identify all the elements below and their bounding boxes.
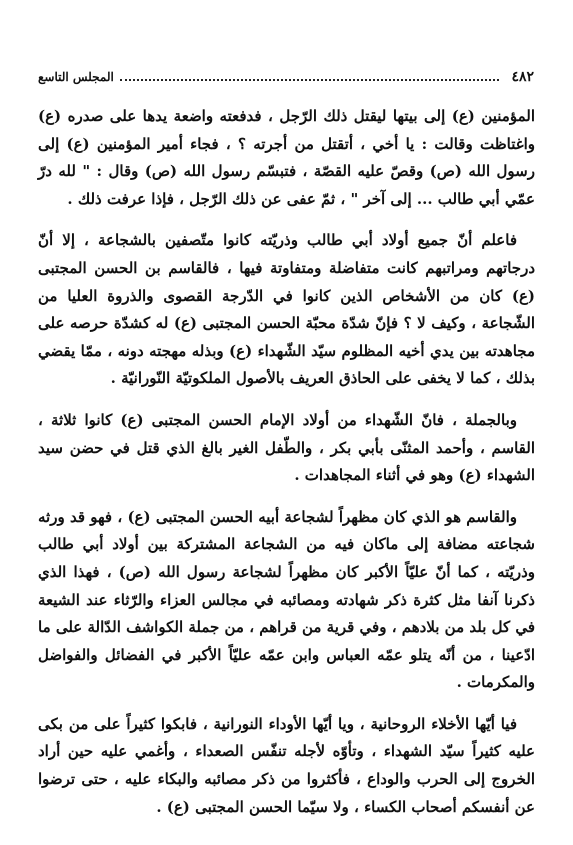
body-text: [38, 103, 535, 821]
chapter-title: المجلس التاسع: [38, 70, 114, 84]
page-header: [38, 66, 534, 88]
paragraph-5: فيا أيّها الأخلاء الروحانية ، ويا أيّها الأوداء النورانية ، فابكوا كثيراً على من بكى عليه كثيراً سيّد الشهداء ، وتأوّه لأجله تنفّس الصعداء ، وأغمي عليه حين أراد الخروج إلى الحرب والوداع ، فأكثروا من ذكر مصائبه والبكاء عليه ، حتى ترضوا عن أنفسكم أصحاب الكساء ، ولا سيّما الحسن المجتبى (ع) .: [38, 714, 535, 816]
paragraph-3: وبالجملة ، فانّ الشّهداء من أولاد الإمام الحسن المجتبى (ع) كانوا ثلاثة ، القاسم ، وأحمد المثنّى بأبي بكر ، والطّفل الغير بالغ الذي قتل في حضن سيد الشهداء (ع) وهو في أثناء المجاهدات .: [38, 410, 535, 485]
paragraph-2: فاعلم أنّ جميع أولاد أبي طالب وذريّته كانوا متّصفين بالشجاعة ، إلا أنّ درجاتهم ومراتبهم كانت متفاضلة ومتفاوتة فيها ، فالقاسم بن الحسن المجتبى (ع) كان من الأشخاص الذين كانوا في الدّرجة القصوى والذروة العليا من الشّجاعة ، وكيف لا ؟ فإنّ شدّة محبّة الحسن المجتبى (ع) له كشدّة حرصه على مجاهدته بين يدي أخيه المظلوم سيّد الشّهداء (ع) وبذله مهجته دونه ، ممّا يقضي بذلك ، كما لا يخفى على الحاذق العريف بالأصول الملكوتيّة النّورانيّة .: [38, 231, 535, 388]
paragraph-1: المؤمنين (ع) إلى بيتها ليقتل ذلك الرّجل ، فدفعته واضعة يدها على صدره (ع) واغتاظت وقالت : يا أخي ، أتقتل من أجرته ؟ ، فجاء أمير المؤمنين (ع) إلى رسول الله (ص) وقصّ عليه القصّة ، فتبسّم رسول الله (ص) وقال : " لله درّ عمّي أبي طالب ... إلى آخر " ، ثمّ عفى عن ذلك الرّجل ، فإذا عرفت ذلك .: [38, 107, 535, 208]
paragraph-4: والقاسم هو الذي كان مظهراً لشجاعة أبيه الحسن المجتبى (ع) ، فهو قد ورثه شجاعته مضافة إلى ماكان فيه من الشجاعة المشتركة بين أولاد أبي طالب وذريّته ، كما أنّ عليّاً الأكبر كان مظهراً لشجاعة رسول الله (ص) ، فهذا الذي ذكرنا آنفا مثل كثرة ذكر شهادته ومصائبه في مجالس العزاء والرّثاء عند الشيعة في كل بلد من بلادهم ، وفي قرية من قراهم ، من جملة الكواشف الدّالة على ما ادّعينا ، من أنّه يتلو عمّه العباس وابن عمّه عليّاً الأكبر في الفضائل والفواضل والمكرمات .: [38, 507, 535, 692]
page-number: ٤٨٢: [511, 69, 534, 85]
header-dotted-rule: [120, 79, 500, 81]
